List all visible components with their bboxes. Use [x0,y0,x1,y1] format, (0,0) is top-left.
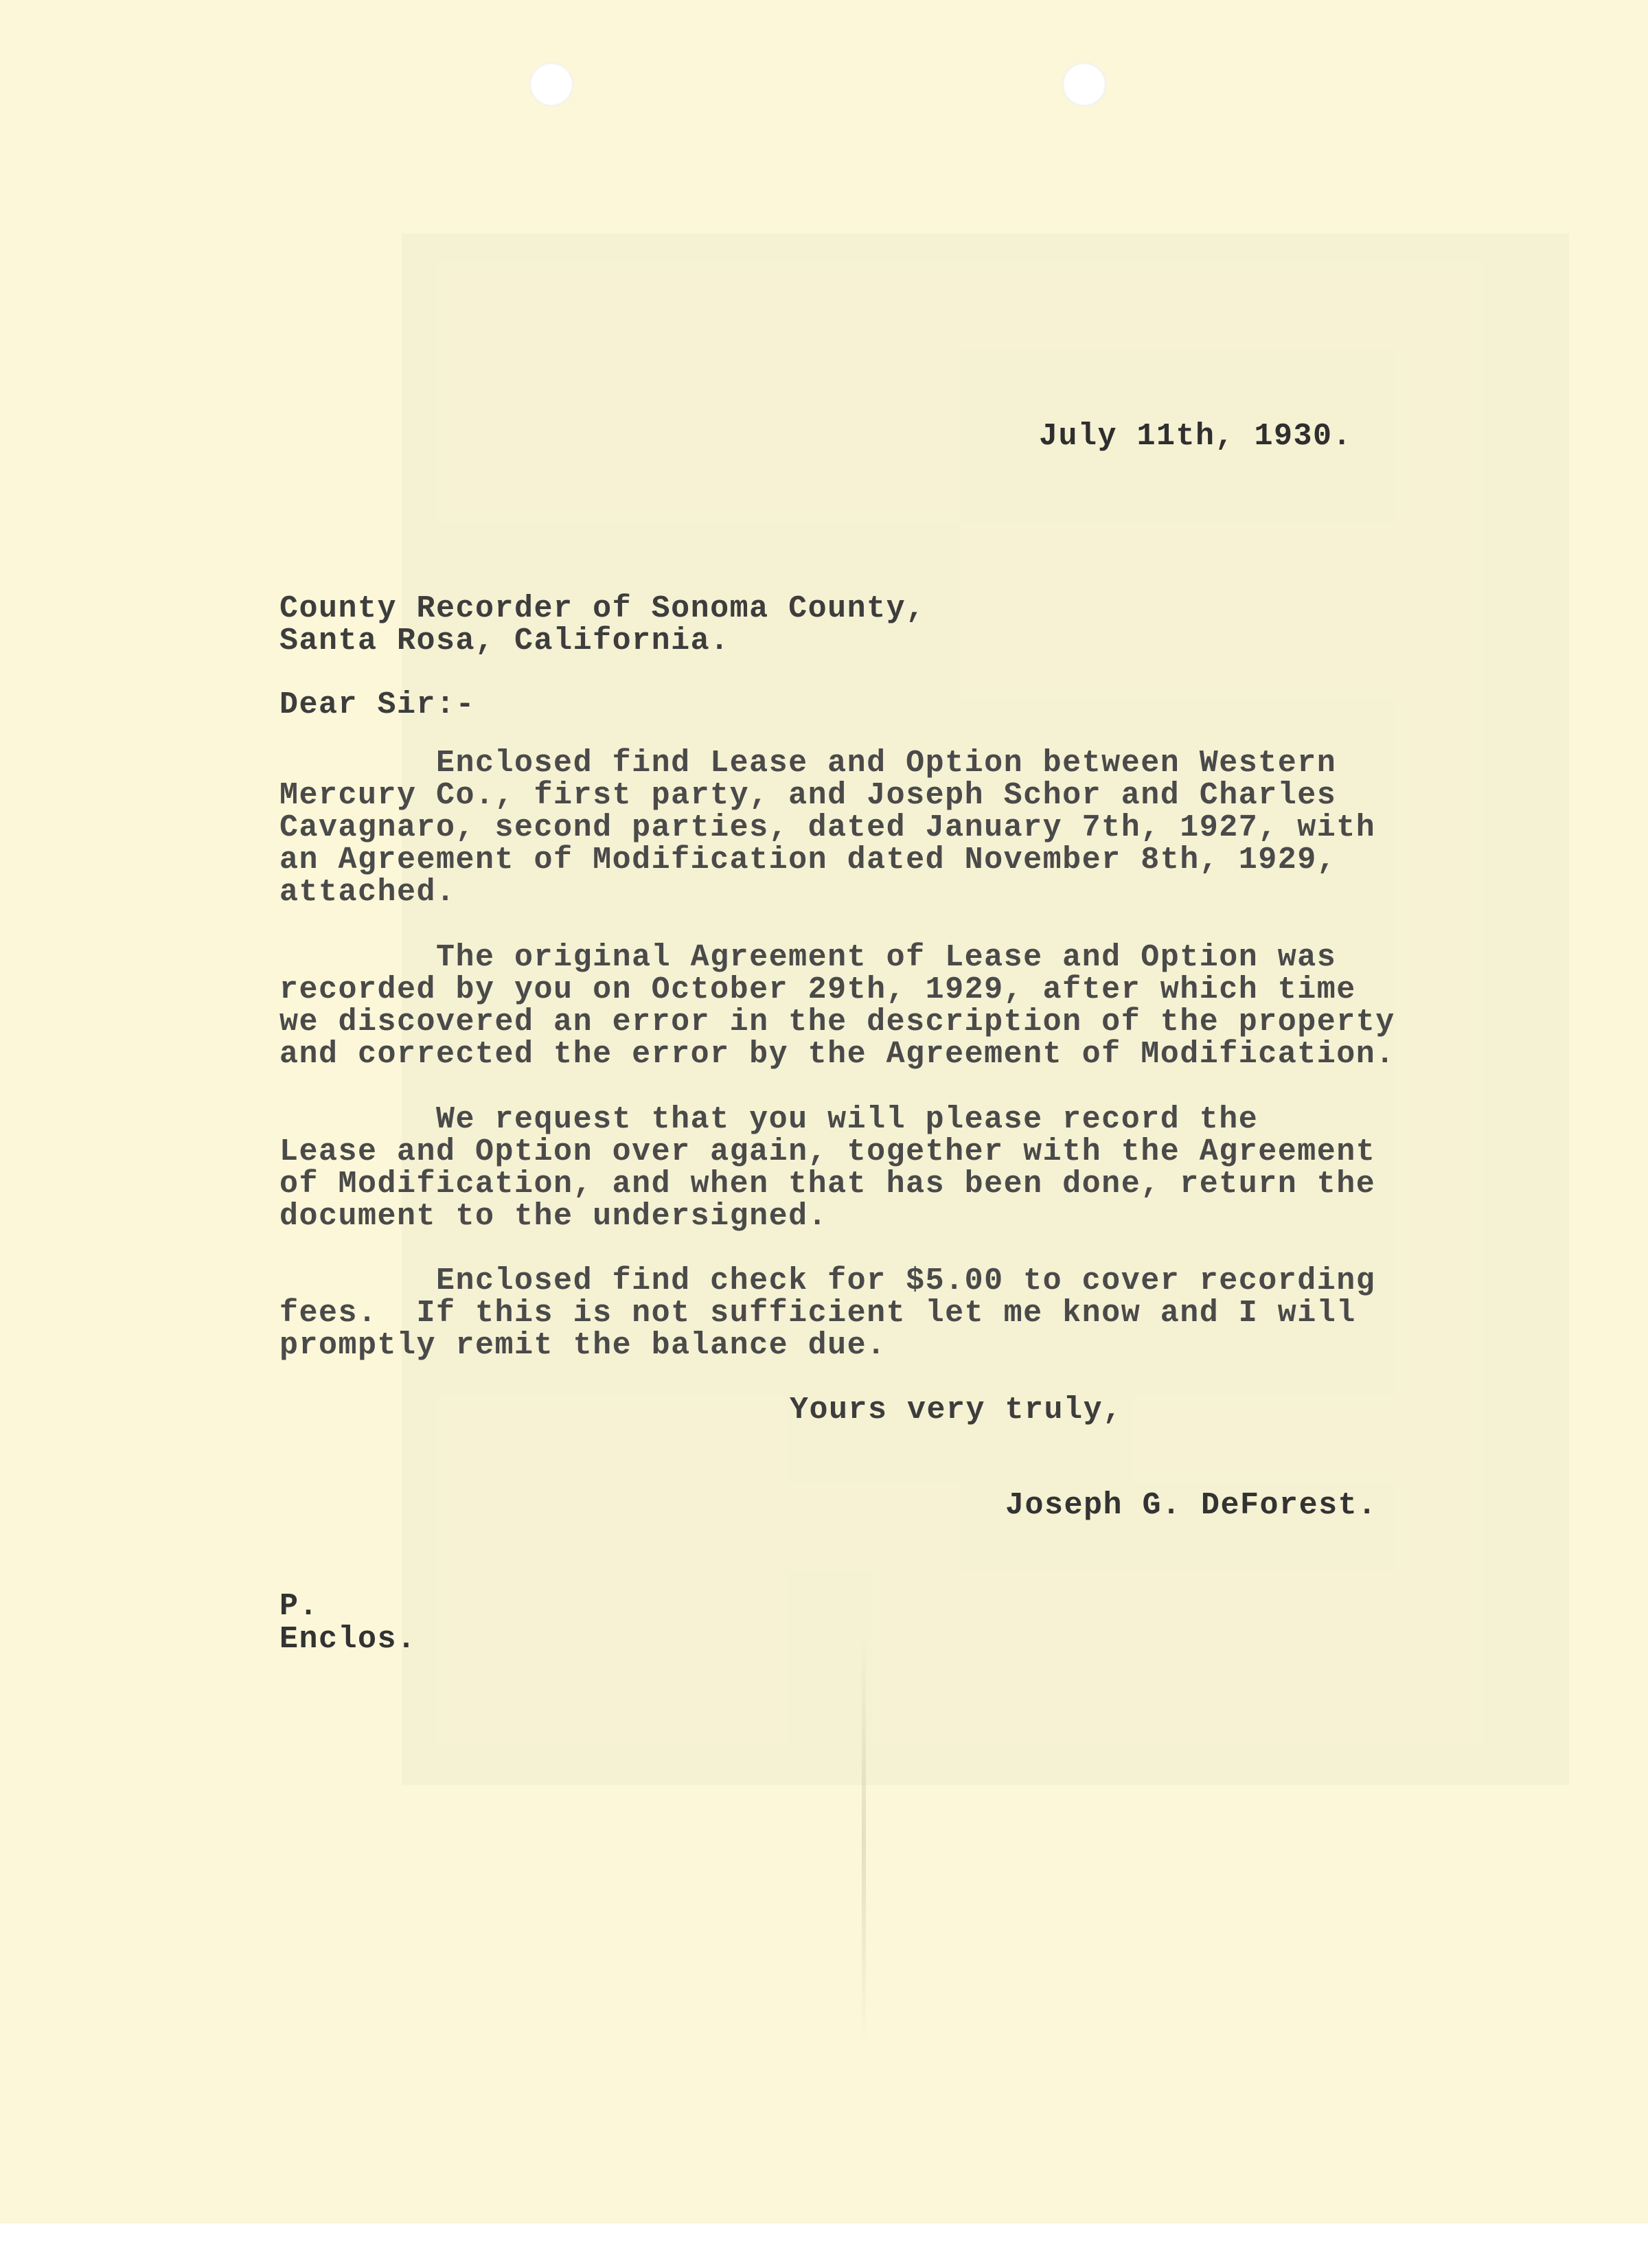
recipient-line-2: Santa Rosa, California. [279,623,730,658]
paragraph-line: Lease and Option over again, together with the Agreement [279,1134,1376,1169]
complimentary-close: Yours very truly, [790,1393,1123,1428]
punch-hole-left [529,62,573,106]
paragraph-line: Enclosed find check for $5.00 to cover recording [279,1263,1376,1298]
body-paragraph-2 [279,941,1395,1070]
recipient-line-1: County Recorder of Sonoma County, [279,591,926,626]
paper-crease [862,1634,866,2046]
paragraph-line: fees. If this is not sufficient let me know and I will [279,1296,1356,1331]
punch-hole-right [1062,62,1106,106]
paragraph-line: Mercury Co., first party, and Joseph Schor and Charles [279,778,1337,813]
paragraph-line: of Modification, and when that has been done, return the [279,1167,1376,1202]
salutation: Dear Sir:- [279,687,476,722]
typist-initials: P. [279,1589,319,1624]
paragraph-line: and corrected the error by the Agreement of Modification. [279,1037,1395,1072]
paragraph-line: we discovered an error in the description of the property [279,1005,1395,1040]
body-paragraph-4 [279,1265,1375,1362]
paragraph-line: Enclosed find Lease and Option between Western [279,746,1337,781]
letter-date: July 11th, 1930. [1039,419,1353,454]
paragraph-line: document to the undersigned. [279,1199,828,1234]
body-paragraph-1 [279,747,1375,908]
body-paragraph-3 [279,1103,1375,1233]
scan-margin [0,2223,1648,2268]
enclosure-notation: Enclos. [279,1622,417,1657]
paragraph-line: The original Agreement of Lease and Option was [279,940,1337,975]
paragraph-line: an Agreement of Modification dated November 8th, 1929, [279,843,1337,878]
paragraph-line: attached. [279,875,456,910]
paragraph-line: We request that you will please record the [279,1102,1259,1137]
signature-name: Joseph G. DeForest. [1005,1488,1377,1523]
paragraph-line: Cavagnaro, second parties, dated January 7th, 1927, with [279,810,1376,845]
paragraph-line: recorded by you on October 29th, 1929, after which time [279,972,1356,1007]
paragraph-line: promptly remit the balance due. [279,1328,886,1363]
